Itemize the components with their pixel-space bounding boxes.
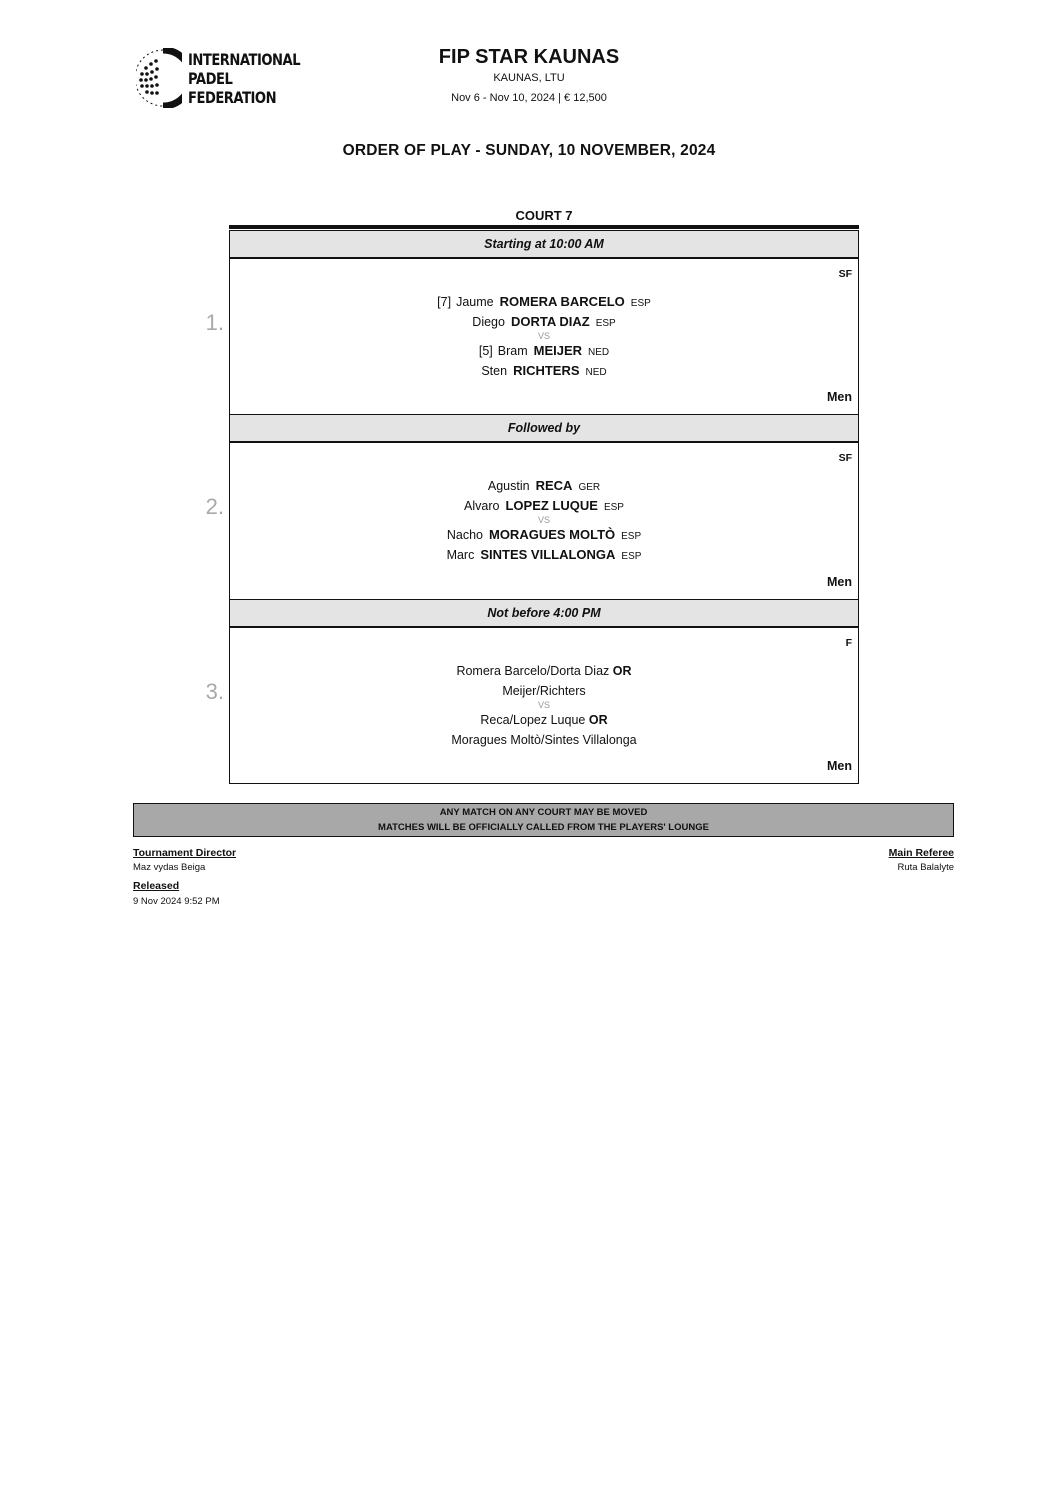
player-first-name: Jaume — [456, 295, 494, 309]
vs-separator: VS — [537, 700, 550, 710]
tournament-location: KAUNAS, LTU — [493, 72, 565, 84]
player-seed: [5] — [478, 344, 493, 358]
player-line — [230, 292, 858, 312]
match-card — [229, 442, 859, 600]
team-names: Romera Barcelo/Dorta Diaz — [456, 664, 610, 678]
vs-separator: VS — [537, 515, 550, 525]
player-last-name: ROMERA BARCELO — [499, 294, 625, 309]
team-names: Reca/Lopez Luque — [480, 713, 586, 727]
player-first-name: Diego — [472, 315, 505, 329]
match-number: 1. — [205, 310, 224, 335]
tournament-director-name: Maz vydas Beiga — [133, 862, 206, 873]
player-first-name: Alvaro — [464, 499, 500, 513]
player-nationality: ESP — [621, 531, 642, 542]
or-label: OR — [612, 664, 632, 678]
main-referee-name: Ruta Balalyte — [897, 862, 954, 873]
match-number: 2. — [205, 494, 224, 519]
match-number: 3. — [205, 679, 224, 704]
player-last-name: SINTES VILLALONGA — [480, 547, 616, 562]
team-line — [230, 681, 858, 701]
team-names: Moragues Moltò/Sintes Villalonga — [451, 733, 637, 747]
player-line — [230, 496, 858, 516]
player-line — [230, 545, 858, 565]
player-first-name: Nacho — [446, 528, 483, 542]
tournament-director-label: Tournament Director — [133, 847, 237, 859]
time-slot-header: Starting at 10:00 AM — [229, 230, 859, 258]
player-seed: [7] — [437, 295, 452, 309]
notice-line: MATCHES WILL BE OFFICIALLY CALLED FROM THE PLAYERS' LOUNGE — [378, 822, 709, 833]
player-last-name: MEIJER — [533, 343, 583, 358]
court-title: COURT 7 — [515, 208, 573, 223]
time-slot-header: Not before 4:00 PM — [229, 599, 859, 627]
match-card — [229, 627, 859, 784]
player-last-name: RICHTERS — [513, 363, 580, 378]
player-nationality: NED — [588, 347, 610, 358]
player-line — [230, 361, 858, 381]
player-nationality: ESP — [595, 318, 616, 329]
tournament-title: FIP STAR KAUNAS — [438, 46, 620, 68]
match-players — [230, 661, 858, 750]
player-first-name: Marc — [446, 548, 475, 562]
round-label: SF — [838, 452, 852, 464]
round-label: SF — [838, 268, 852, 280]
match-players — [230, 476, 858, 565]
category-label: Men — [827, 390, 852, 404]
player-line — [230, 525, 858, 545]
player-first-name: Sten — [481, 364, 508, 378]
player-nationality: ESP — [603, 502, 624, 513]
team-line — [230, 661, 858, 681]
player-first-name: Bram — [497, 344, 528, 358]
player-last-name: RECA — [535, 478, 573, 493]
team-line — [230, 730, 858, 750]
court-divider — [229, 225, 859, 229]
player-last-name: MORAGUES MOLTÒ — [488, 527, 616, 542]
notice-banner — [133, 803, 954, 837]
released-label: Released — [133, 880, 180, 892]
player-line — [230, 312, 858, 332]
match-players — [230, 292, 858, 381]
or-label: OR — [588, 713, 608, 727]
vs-separator: VS — [537, 331, 550, 341]
player-nationality: ESP — [630, 298, 651, 309]
player-nationality: ESP — [621, 551, 642, 562]
player-last-name: LOPEZ LUQUE — [505, 498, 598, 513]
tournament-dates-prize: Nov 6 - Nov 10, 2024 | € 12,500 — [451, 92, 607, 104]
player-first-name: Agustin — [487, 479, 530, 493]
order-of-play-title: ORDER OF PLAY - SUNDAY, 10 NOVEMBER, 2024 — [342, 142, 716, 159]
team-names: Meijer/Richters — [502, 684, 586, 698]
player-nationality: NED — [585, 367, 607, 378]
match-card — [229, 258, 859, 415]
round-label: F — [845, 637, 852, 649]
category-label: Men — [827, 575, 852, 589]
team-line — [230, 710, 858, 730]
logo-wordmark: INTERNATIONAL PADEL FEDERATION — [188, 50, 301, 107]
player-line — [230, 476, 858, 496]
player-nationality: GER — [578, 482, 601, 493]
time-slot-header: Followed by — [229, 414, 859, 442]
notice-line: ANY MATCH ON ANY COURT MAY BE MOVED — [439, 807, 648, 818]
main-referee-label: Main Referee — [888, 847, 954, 859]
category-label: Men — [827, 759, 852, 773]
player-last-name: DORTA DIAZ — [510, 314, 590, 329]
player-line — [230, 341, 858, 361]
released-value: 9 Nov 2024 9:52 PM — [133, 896, 220, 907]
